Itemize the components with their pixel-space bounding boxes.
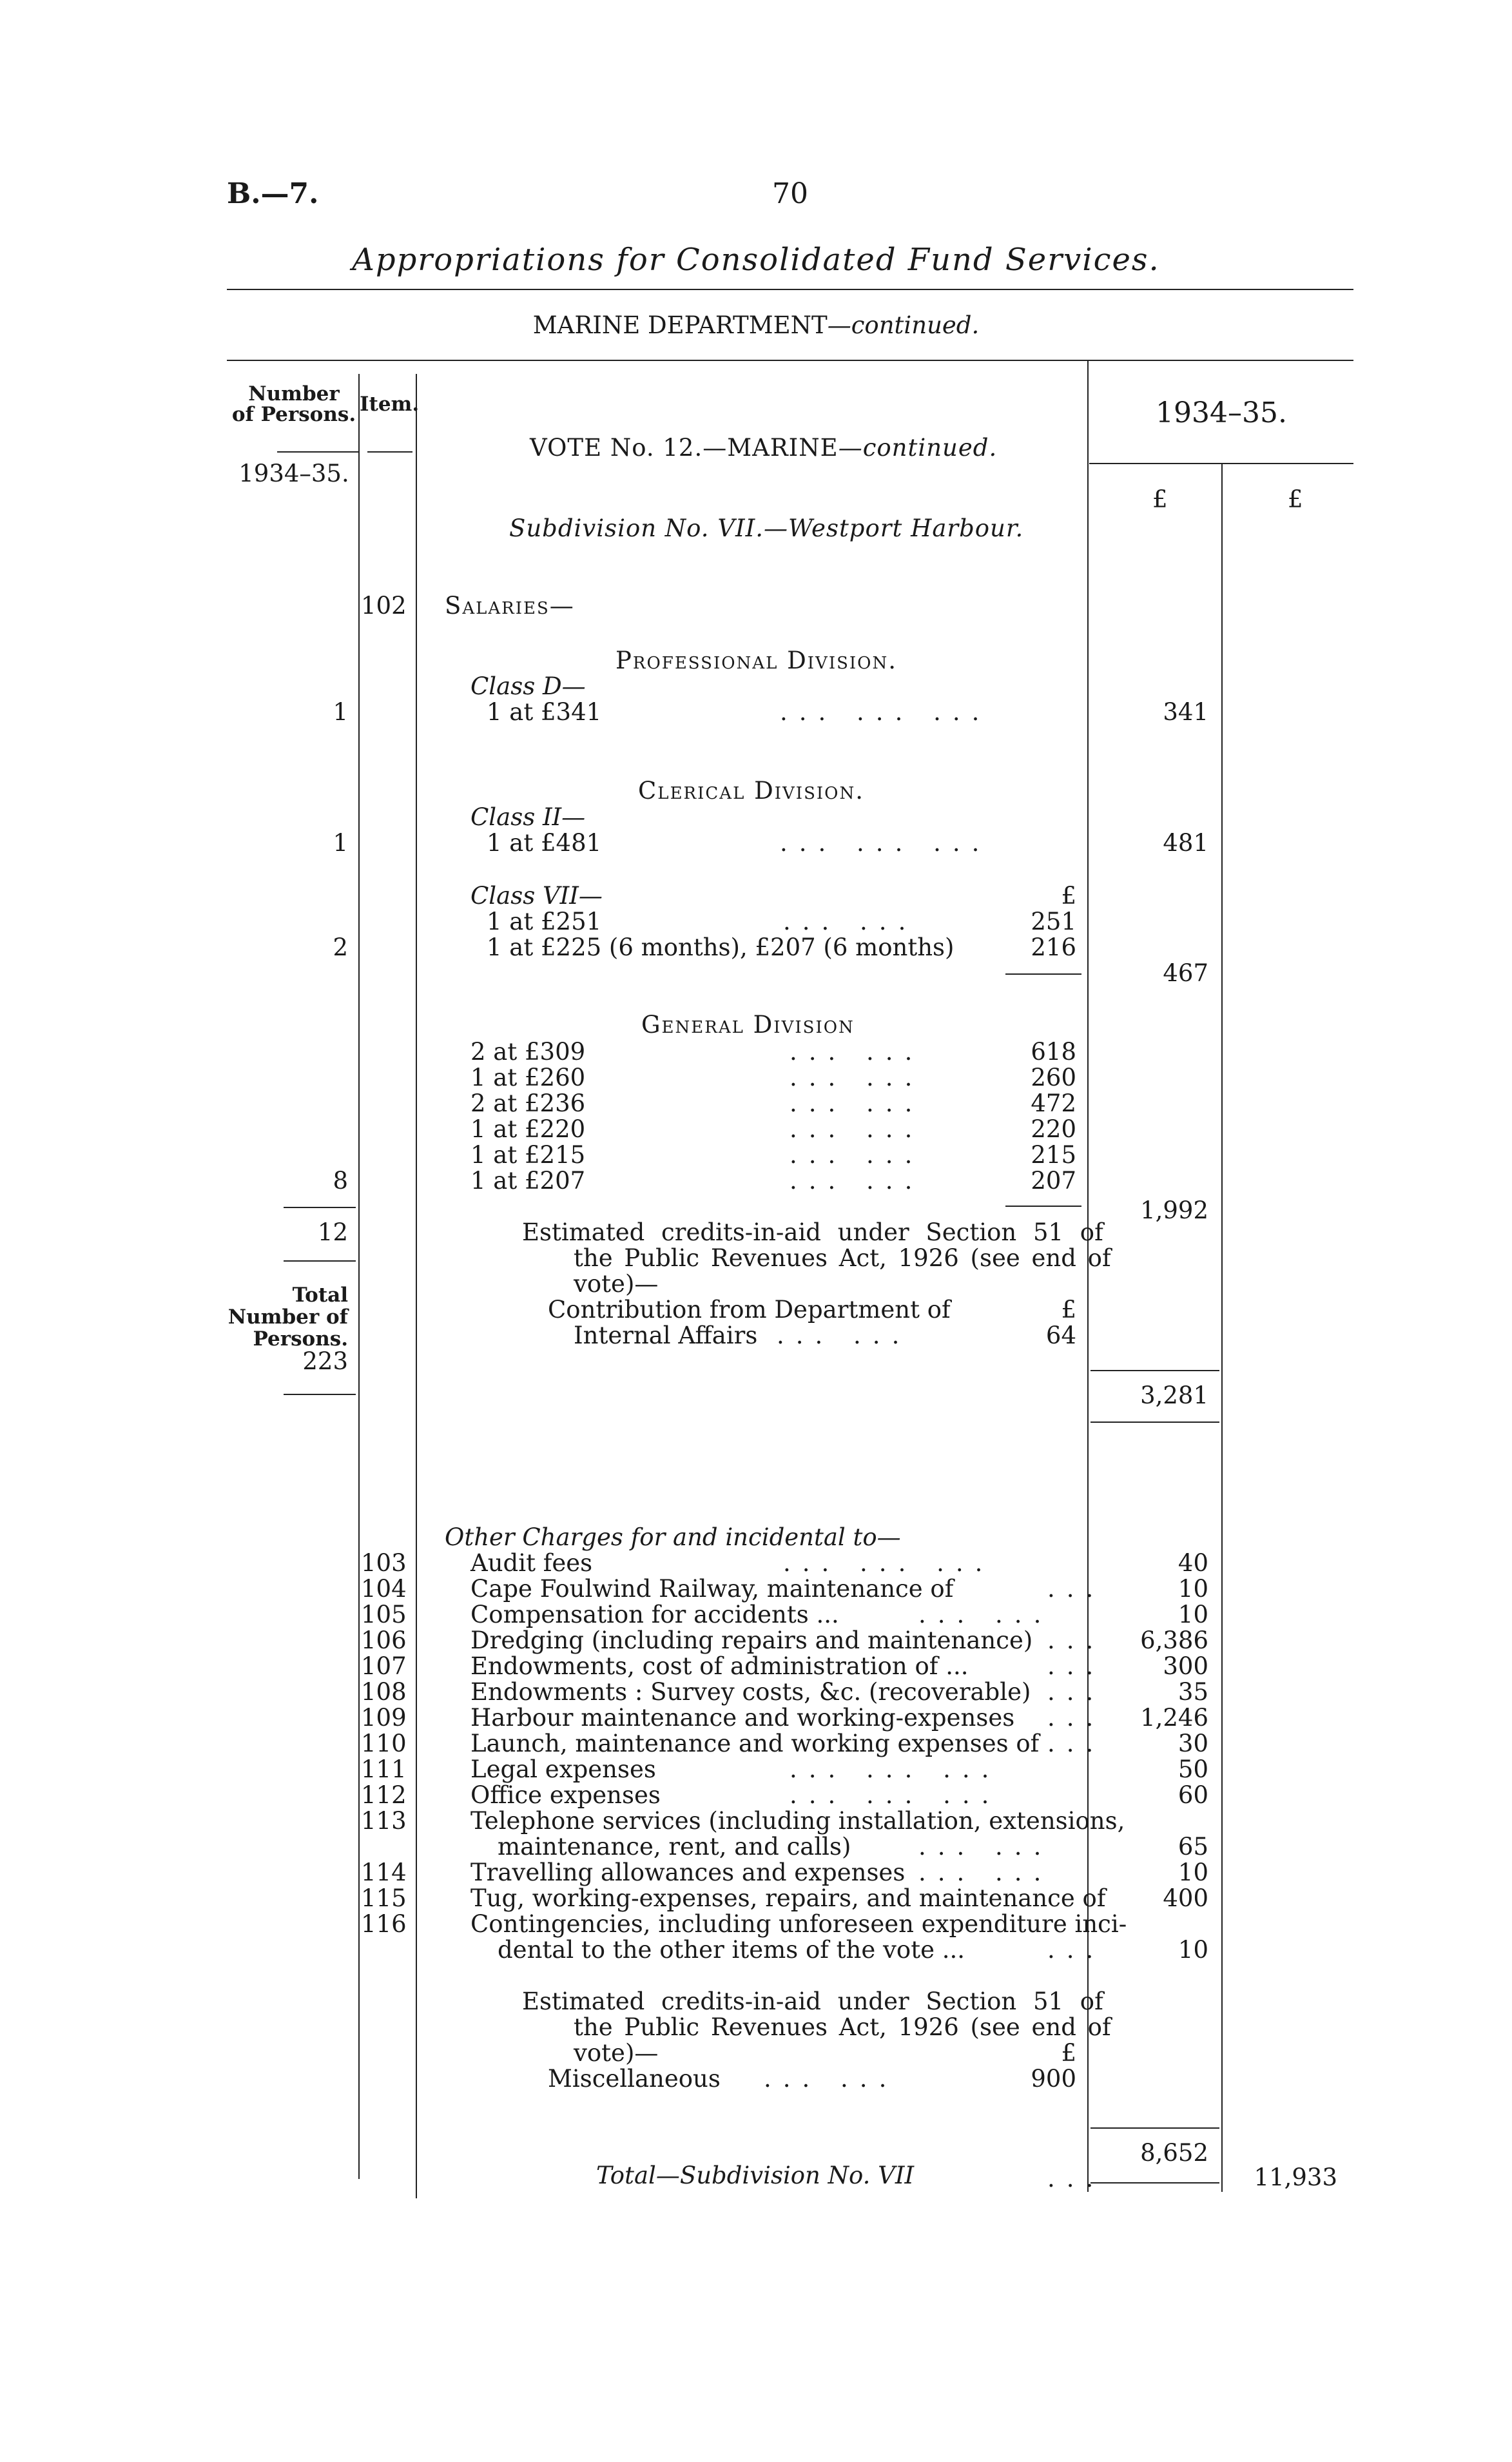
amount-105: 10 (1178, 1601, 1208, 1628)
charge-endowments-admin: Endowments, cost of administration of ... (470, 1652, 969, 1680)
item-header: Item. (360, 393, 420, 416)
general-row-4-amount: 220 (1031, 1115, 1076, 1143)
charge-telephone-line-2: maintenance, rent, and calls) (498, 1833, 851, 1861)
other-total-rule-bottom (1090, 2182, 1219, 2184)
charge-harbour-dots: ... (1047, 1704, 1105, 1732)
item-108: 108 (361, 1678, 407, 1706)
contribution-pound: £ (1061, 1296, 1076, 1324)
page-title: Appropriations for Consolidated Fund Services. (352, 242, 1160, 278)
general-row-2: 1 at £260 (470, 1064, 586, 1091)
charge-compensation: Compensation for accidents ... (470, 1601, 839, 1628)
charge-dredging: Dredging (including repairs and maintenance) (470, 1627, 1033, 1654)
charge-endowments-survey-dots: ... (1047, 1678, 1105, 1706)
amount-103: 40 (1178, 1549, 1208, 1577)
other-charges-total: 8,652 (1140, 2139, 1208, 2167)
other-credits-line-2: the Public Revenues Act, 1926 (see end of (574, 2013, 1111, 2041)
number-header-rule (277, 451, 358, 453)
document-code: B.—7. (227, 177, 319, 210)
pound-header-2: £ (1288, 485, 1303, 513)
general-row-5-amount: 215 (1031, 1141, 1076, 1169)
amount-114: 10 (1178, 1859, 1208, 1886)
general-row-6: 1 at £207 (470, 1167, 586, 1195)
class-d-persons: 1 (333, 698, 348, 726)
contribution-label-2: Internal Affairs (574, 1322, 758, 1349)
amount-113: 65 (1178, 1833, 1208, 1861)
charge-tug: Tug, working-expenses, repairs, and maintenance of (470, 1884, 1106, 1912)
item-109: 109 (361, 1704, 407, 1732)
title-rule (227, 289, 1353, 290)
charge-legal-dots: ... ... ... (790, 1755, 1001, 1783)
contribution-label: Contribution from Department of (548, 1296, 951, 1324)
charge-launch: Launch, maintenance and working expenses of (470, 1730, 1040, 1757)
total-persons-rule (284, 1260, 356, 1262)
class-ii-dots: ... ... ... (780, 829, 991, 857)
page-number: 70 (772, 177, 808, 210)
general-row-5: 1 at £215 (470, 1141, 586, 1169)
general-row-6-dots: ... ... (790, 1167, 924, 1195)
class-vii-rule (1005, 973, 1081, 975)
salaries-total-rule-bottom (1090, 1422, 1219, 1423)
class-vii-row-1: 1 at £251 (487, 908, 602, 935)
subdivision-title: Subdivision No. VII.—Westport Harbour. (509, 514, 1024, 542)
charge-contingencies-dots: ... (1047, 1936, 1105, 1964)
clerical-heading: Clerical Division. (638, 777, 864, 805)
department-heading: MARINE DEPARTMENT—continued. (532, 311, 980, 339)
number-header-1: Number (248, 382, 340, 405)
item-103: 103 (361, 1549, 407, 1577)
class-vii-pound: £ (1061, 882, 1076, 910)
charge-travelling-dots: ... ... (918, 1859, 1053, 1886)
total-persons-label-3: Persons. (253, 1327, 348, 1351)
other-total-rule-top (1090, 2127, 1219, 2129)
item-113: 113 (361, 1807, 407, 1835)
general-row-4: 1 at £220 (470, 1115, 586, 1143)
item-111: 111 (361, 1755, 407, 1783)
professional-heading: Professional Division. (615, 647, 898, 674)
salaries-label: Salaries— (445, 592, 575, 620)
item-header-rule (367, 451, 412, 453)
charge-railway: Cape Foulwind Railway, maintenance of (470, 1575, 954, 1603)
charge-compensation-dots: ... ... (918, 1601, 1053, 1628)
other-credits-line-1: Estimated credits-in-aid under Section 51 of (522, 1988, 1103, 2015)
class-ii-amount: 481 (1163, 829, 1208, 857)
department-rule (227, 360, 1353, 361)
salaries-credits-line-2: the Public Revenues Act, 1926 (see end of (574, 1244, 1111, 1272)
total-persons-label-1: Total (292, 1284, 348, 1307)
grand-total: 11,933 (1254, 2164, 1337, 2191)
charge-telephone-line-1: Telephone services (including installation, extensions, (470, 1807, 1125, 1835)
text-column-rule (416, 374, 417, 2198)
salaries-credits-line-3: vote)— (574, 1270, 659, 1298)
item-116: 116 (361, 1910, 407, 1938)
class-vii-row-2: 1 at £225 (6 months), £207 (6 months) (487, 933, 955, 961)
subdivision-total-dots: ... (1047, 2165, 1105, 2193)
general-heading: General Division (641, 1011, 855, 1039)
charge-audit-fees: Audit fees (470, 1549, 593, 1577)
general-row-3-dots: ... ... (790, 1089, 924, 1117)
charge-endowments-survey: Endowments : Survey costs, &c. (recoverable) (470, 1678, 1031, 1706)
general-row-6-amount: 207 (1031, 1167, 1076, 1195)
class-vii-label: Class VII— (470, 882, 603, 910)
general-row-5-dots: ... ... (790, 1141, 924, 1169)
class-d-dots: ... ... ... (780, 698, 991, 726)
number-year: 1934–35. (238, 460, 349, 487)
amount-108: 35 (1178, 1678, 1208, 1706)
general-row-2-amount: 260 (1031, 1064, 1076, 1091)
item-115: 115 (361, 1884, 407, 1912)
class-vii-total: 467 (1163, 959, 1208, 987)
charge-travelling: Travelling allowances and expenses (470, 1859, 906, 1886)
charge-legal: Legal expenses (470, 1755, 656, 1783)
class-ii-label: Class II— (470, 803, 586, 831)
general-row-1-amount: 618 (1031, 1038, 1076, 1066)
class-d-line: 1 at £341 (487, 698, 602, 726)
salaries-credits-line-1: Estimated credits-in-aid under Section 51 of (522, 1218, 1103, 1246)
general-row-2-dots: ... ... (790, 1064, 924, 1091)
general-row-1-dots: ... ... (790, 1038, 924, 1066)
salaries-total-rule-top (1090, 1370, 1219, 1371)
year-header-rule (1089, 463, 1353, 464)
other-credits-line-3: vote)— (574, 2039, 659, 2067)
general-persons: 8 (333, 1167, 348, 1195)
total-column-rule (1221, 464, 1223, 2192)
charge-contingencies-line-2: dental to the other items of the vote ... (498, 1936, 965, 1964)
other-credits-pound: £ (1061, 2039, 1076, 2067)
amount-111: 50 (1178, 1755, 1208, 1783)
item-114: 114 (361, 1859, 407, 1886)
item-102: 102 (361, 592, 407, 620)
amount-106: 6,386 (1140, 1627, 1208, 1654)
item-column-rule (358, 374, 360, 2179)
total-persons-label-2: Number of (228, 1305, 348, 1329)
contribution-amount: 64 (1045, 1322, 1076, 1349)
charge-harbour: Harbour maintenance and working-expenses (470, 1704, 1015, 1732)
general-rule (1005, 1206, 1081, 1207)
item-106: 106 (361, 1627, 407, 1654)
contribution-dots: ... ... (777, 1322, 911, 1349)
item-112: 112 (361, 1781, 407, 1809)
item-105: 105 (361, 1601, 407, 1628)
other-charges-heading: Other Charges for and incidental to— (445, 1523, 901, 1551)
amount-116: 10 (1178, 1936, 1208, 1964)
general-row-3: 2 at £236 (470, 1089, 586, 1117)
number-header-2: of Persons. (231, 403, 356, 426)
salaries-total: 3,281 (1140, 1382, 1208, 1409)
charge-railway-dots: ... (1047, 1575, 1105, 1603)
total-persons-bottom-rule (284, 1394, 356, 1395)
item-110: 110 (361, 1730, 407, 1757)
class-vii-row-1-amount: 251 (1031, 908, 1076, 935)
amount-112: 60 (1178, 1781, 1208, 1809)
pound-header-1: £ (1152, 485, 1168, 513)
charge-endowments-admin-dots: ... (1047, 1652, 1105, 1680)
amount-104: 10 (1178, 1575, 1208, 1603)
charge-contingencies-line-1: Contingencies, including unforeseen expenditure inci- (470, 1910, 1127, 1938)
general-row-4-dots: ... ... (790, 1115, 924, 1143)
vote-title: VOTE No. 12.—MARINE—continued. (530, 434, 998, 462)
total-persons: 223 (302, 1347, 348, 1375)
charge-office-dots: ... ... ... (790, 1781, 1001, 1809)
amount-107: 300 (1163, 1652, 1208, 1680)
misc-dots: ... ... (764, 2065, 898, 2093)
subdivision-total-label: Total—Subdivision No. VII (596, 2162, 915, 2189)
charge-office: Office expenses (470, 1781, 661, 1809)
general-row-3-amount: 472 (1031, 1089, 1076, 1117)
class-d-amount: 341 (1163, 698, 1208, 726)
general-total: 1,992 (1140, 1197, 1208, 1224)
amount-115: 400 (1163, 1884, 1208, 1912)
general-row-1: 2 at £309 (470, 1038, 586, 1066)
item-107: 107 (361, 1652, 407, 1680)
year-header: 1934–35. (1156, 396, 1287, 429)
misc-label: Miscellaneous (548, 2065, 721, 2093)
class-vii-persons: 2 (333, 933, 348, 961)
class-d-label: Class D— (470, 672, 586, 700)
charge-telephone-dots: ... ... (918, 1833, 1053, 1861)
class-ii-persons: 1 (333, 829, 348, 857)
item-104: 104 (361, 1575, 407, 1603)
amount-109: 1,246 (1140, 1704, 1208, 1732)
persons-subtotal: 12 (317, 1218, 348, 1246)
class-vii-row-2-amount: 216 (1031, 933, 1076, 961)
charge-audit-dots: ... ... ... (783, 1549, 994, 1577)
class-vii-row-1-dots: ... ... (783, 908, 918, 935)
amount-110: 30 (1178, 1730, 1208, 1757)
misc-amount: 900 (1031, 2065, 1076, 2093)
charge-launch-dots: ... (1047, 1730, 1105, 1757)
charge-dredging-dots: ... (1047, 1627, 1105, 1654)
class-ii-line: 1 at £481 (487, 829, 602, 857)
persons-subtotal-rule (284, 1207, 356, 1208)
